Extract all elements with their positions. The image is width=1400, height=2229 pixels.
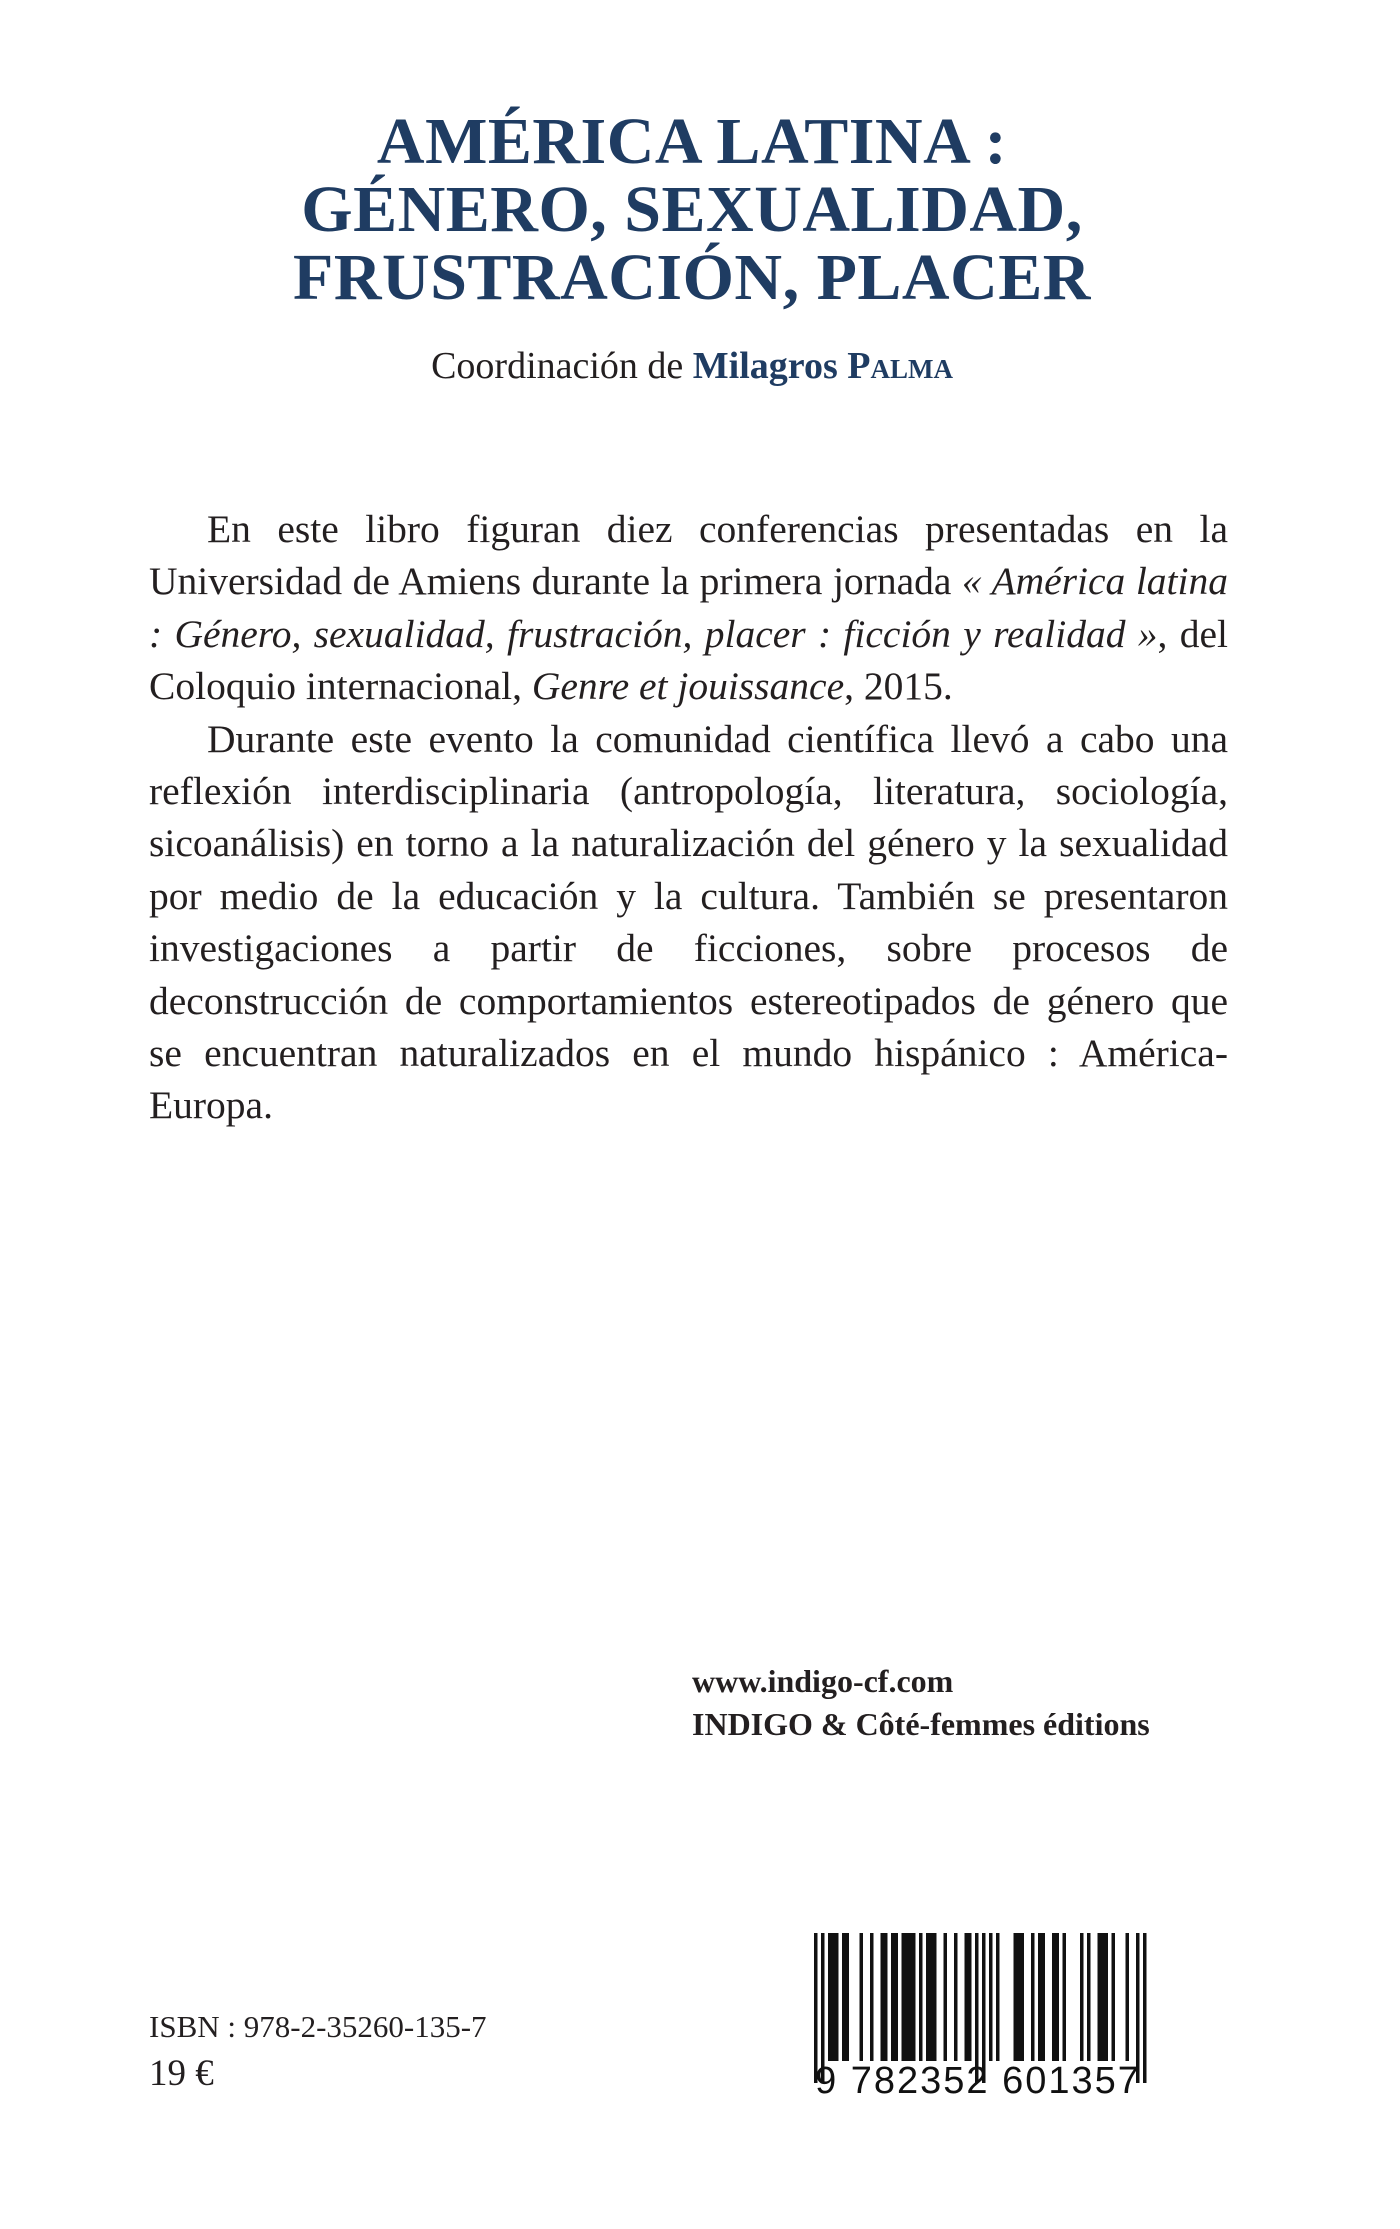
barcode-bar (926, 1933, 930, 2061)
barcode-bar (905, 1933, 909, 2061)
barcode-bar (919, 1933, 923, 2061)
publisher-website: www.indigo-cf.com (692, 1663, 954, 1699)
barcode-bar (1126, 1933, 1130, 2061)
barcode-bar (1056, 1933, 1060, 2061)
barcode-bar (968, 1933, 972, 2061)
publisher-name: INDIGO & Côté-femmes éditions (692, 1706, 1150, 1742)
coordination-credit (0, 344, 1384, 388)
isbn-label: ISBN : 978-2-35260-135-7 (149, 2009, 487, 2044)
blurb-p1-event-title: « América latina : Género, sexualidad, frustración, placer : ficción y realidad » (149, 559, 1228, 656)
title-line-1: AMÉRICA LATINA : (376, 105, 1008, 178)
barcode-bar (1014, 1933, 1018, 2061)
barcode-bar (832, 1933, 836, 2061)
barcode-bar (895, 1933, 899, 2061)
barcode-bar (1017, 1933, 1021, 2061)
blurb-p1-colloquium-title: Genre et jouissance (531, 664, 845, 709)
barcode-bar (1063, 1933, 1067, 2061)
barcode-bar (954, 1933, 958, 2061)
blurb-p1-text-a: En este libro figuran diez conferencias presentadas en la Universidad de Amiens durante la primera jornada (149, 507, 1228, 604)
barcode-bar (1087, 1933, 1091, 2061)
barcode-bar (1038, 1933, 1042, 2061)
barcode-bar (835, 1933, 839, 2061)
barcode-digits: 9 782352 601357 (815, 2060, 1141, 2102)
price-label: 19 € (149, 2053, 214, 2094)
blurb-p1-text-e: , 2015. (844, 664, 953, 709)
coordinator-last-name: Palma (847, 345, 953, 387)
barcode-bar (1105, 1933, 1109, 2061)
barcode-bar (846, 1933, 850, 2061)
barcode-bar (1101, 1933, 1105, 2061)
barcode-bar (1042, 1933, 1046, 2061)
back-cover-blurb (149, 503, 1228, 1132)
barcode-bar (842, 1933, 846, 2061)
book-title (0, 105, 1384, 314)
barcode-bar (860, 1933, 864, 2061)
barcode-bar (909, 1933, 913, 2061)
barcode-bar (989, 1933, 993, 2061)
title-line-3: FRUSTRACIÓN, PLACER (293, 241, 1091, 314)
barcode-bar (891, 1933, 895, 2061)
barcode-bar (933, 1933, 937, 2061)
blurb-paragraph-1 (149, 503, 1228, 713)
barcode-bar (1052, 1933, 1056, 2061)
title-line-2: GÉNERO, SEXUALIDAD, (301, 173, 1083, 246)
barcode-bar (828, 1933, 832, 2061)
barcode-bar (881, 1933, 885, 2061)
coordinator-first-name: Milagros (692, 345, 838, 387)
barcode-bar (930, 1933, 934, 2061)
barcode-bar (996, 1933, 1000, 2061)
barcode-bar (1098, 1933, 1102, 2061)
coordination-prefix: Coordinación de (431, 345, 684, 387)
barcode-bar (965, 1933, 969, 2061)
barcode-bar (902, 1933, 906, 2061)
barcode-bar (1021, 1933, 1025, 2061)
barcode-bar (870, 1933, 874, 2061)
barcode-bar (1112, 1933, 1116, 2061)
publisher-info (692, 1660, 1150, 1746)
barcode-bar (944, 1933, 948, 2061)
coordinator-name (693, 345, 953, 387)
barcode-bar (1031, 1933, 1035, 2061)
isbn-barcode (778, 1933, 1178, 2105)
blurb-p1-text-c: , del Coloquio internacional, (149, 611, 1228, 709)
barcode-bar (1080, 1933, 1084, 2061)
blurb-paragraph-2: Durante este evento la comunidad científica llevó a cabo una reflexión interdisciplinaria (antropología, literatura, sociología, sicoanálisis) en torno a la naturalización del género y la sexualidad por medio de la educación y la cultura. También se presentaron investigaciones a partir de ficciones, sobre procesos de deconstrucción de comportamientos estereotipados de género que se encuentran naturalizados en el mundo hispánico : América-Europa. (149, 716, 1228, 1128)
barcode-bar (884, 1933, 888, 2061)
barcode-bar (912, 1933, 916, 2061)
